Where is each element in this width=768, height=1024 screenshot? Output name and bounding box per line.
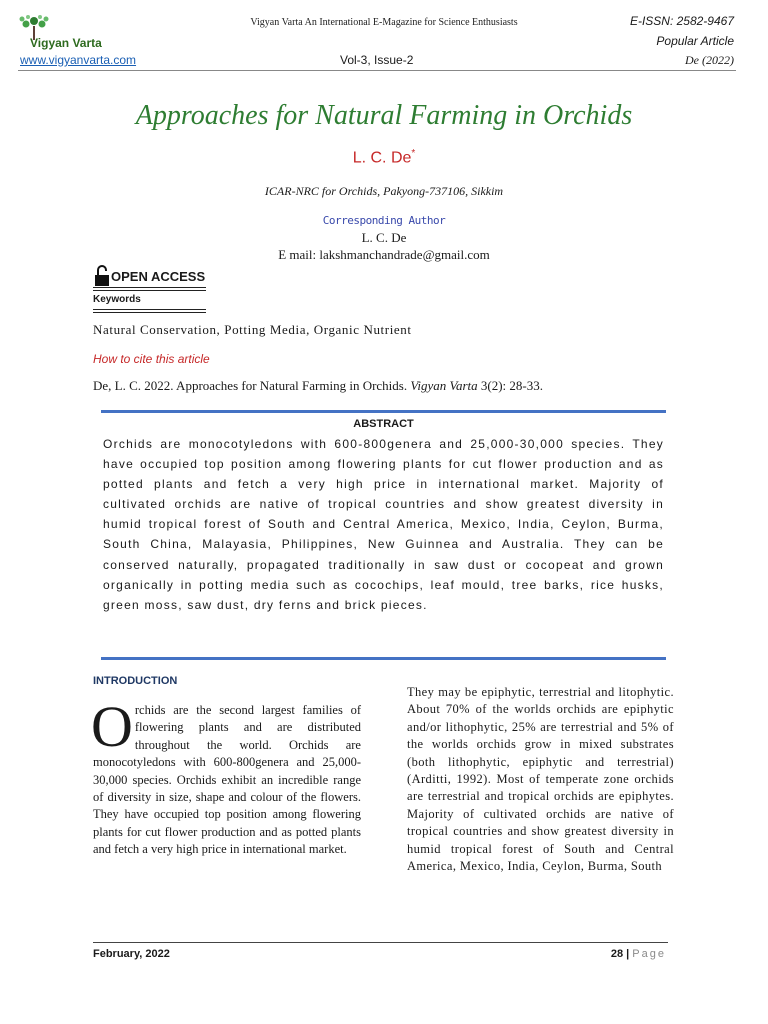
page-word: Page — [632, 948, 666, 960]
affiliation: ICAR-NRC for Orchids, Pakyong-737106, Sikkim — [264, 184, 504, 198]
corresponding-author-name: L. C. De — [361, 230, 407, 245]
website-link[interactable]: www.vigyanvarta.com — [20, 53, 137, 67]
abstract-bottom-rule — [101, 657, 666, 660]
open-access-rule — [93, 287, 206, 288]
eissn-number: E-ISSN: 2582-9467 — [629, 14, 734, 28]
header-author-year: De (2022) — [685, 53, 734, 67]
open-access-rule — [93, 290, 206, 291]
footer-divider — [93, 942, 668, 943]
abstract-body: Orchids are monocotyledons with 600-800genera and 25,000-30,000 species. They have occupied top position among flowering plants for cut flower production and as potted plants and fetch a very high price in international market. Majority of cultivated orchids are native of tropical countries and show greatest diversity in humid tropical forest of South and Central America, Mexico, India, Ceylon, Burma, South China, Malayasia, Philippines, New Guinnea and Australia. They can be conserved naturally, propagated traditionally in saw dust or cocopeat and grown organically in potting media such as cocochips, leaf mould, tree barks, rice husks, green moss, saw dust, dry ferns and brick pieces. — [103, 437, 664, 612]
article-title: Approaches for Natural Farming in Orchids — [135, 100, 633, 131]
introduction-heading: INTRODUCTION — [93, 675, 178, 687]
citation-text — [93, 378, 543, 394]
introduction-left-text: rchids are the second largest families of flowering plants and are distributed throughout the world. Orchids are monocotyledons with 600-800genera and 25,000-30,000 species. Orchids exhibit an incredible range of diversity in size, shape and colour of the flowers. They have occupied top position among flowering plants for cut flower production and as potted plants and fetch a very high price in international market. — [93, 703, 361, 857]
keywords-rule — [93, 309, 206, 310]
magazine-name: Vigyan Varta An International E-Magazine for Science Enthusiasts — [250, 17, 518, 28]
footer-page-number — [611, 948, 666, 960]
footer-date: February, 2022 — [93, 948, 170, 960]
logo-wordmark: Vigyan Varta — [30, 36, 102, 50]
cite-label: How to cite this article — [93, 352, 210, 366]
corresponding-author-email: E mail: lakshmanchandrade@gmail.com — [278, 247, 490, 262]
author-name — [0, 148, 768, 167]
header-divider — [18, 70, 736, 71]
page-separator: | — [626, 948, 630, 960]
open-access-label: OPEN ACCESS — [111, 269, 206, 284]
page-number: 28 — [610, 948, 624, 960]
article-type: Popular Article — [656, 34, 734, 48]
author-text: L. C. De — [352, 149, 412, 167]
citation-volume: 3(2): 28-33. — [477, 378, 543, 393]
introduction-right-column: They may be epiphytic, terrestrial and litophytic. About 70% of the worlds orchids are epiphytic and/or lithophytic, 25% are terrestrial and 5% of the worlds orchids grow in mixed substrates (both lithophytic, epiphytic and terrestrial) (Arditti, 1992). Most of temperate zone orchids are terrestrial and tropical orchids are epiphytes. Majority of cultivated orchids are native of tropical countries and show greatest diversity in humid tropical forest of South and Central America, Mexico, India, Ceylon, Burma, South — [407, 685, 674, 874]
author-marker: * — [411, 148, 416, 159]
keywords-label: Keywords — [93, 294, 141, 305]
keywords-rule — [93, 312, 206, 313]
keywords-text: Natural Conservation, Potting Media, Organic Nutrient — [93, 322, 412, 337]
abstract-top-rule — [101, 410, 666, 413]
drop-cap: O — [91, 694, 133, 759]
open-lock-icon — [95, 265, 109, 287]
volume-issue: Vol-3, Issue-2 — [340, 53, 414, 67]
introduction-left-column — [91, 694, 361, 859]
abstract-heading: ABSTRACT — [353, 418, 414, 430]
citation-main: De, L. C. 2022. Approaches for Natural Farming in Orchids. — [93, 378, 411, 393]
corresponding-author-label: Corresponding Author — [322, 214, 446, 227]
citation-journal: Vigyan Varta — [410, 378, 478, 393]
